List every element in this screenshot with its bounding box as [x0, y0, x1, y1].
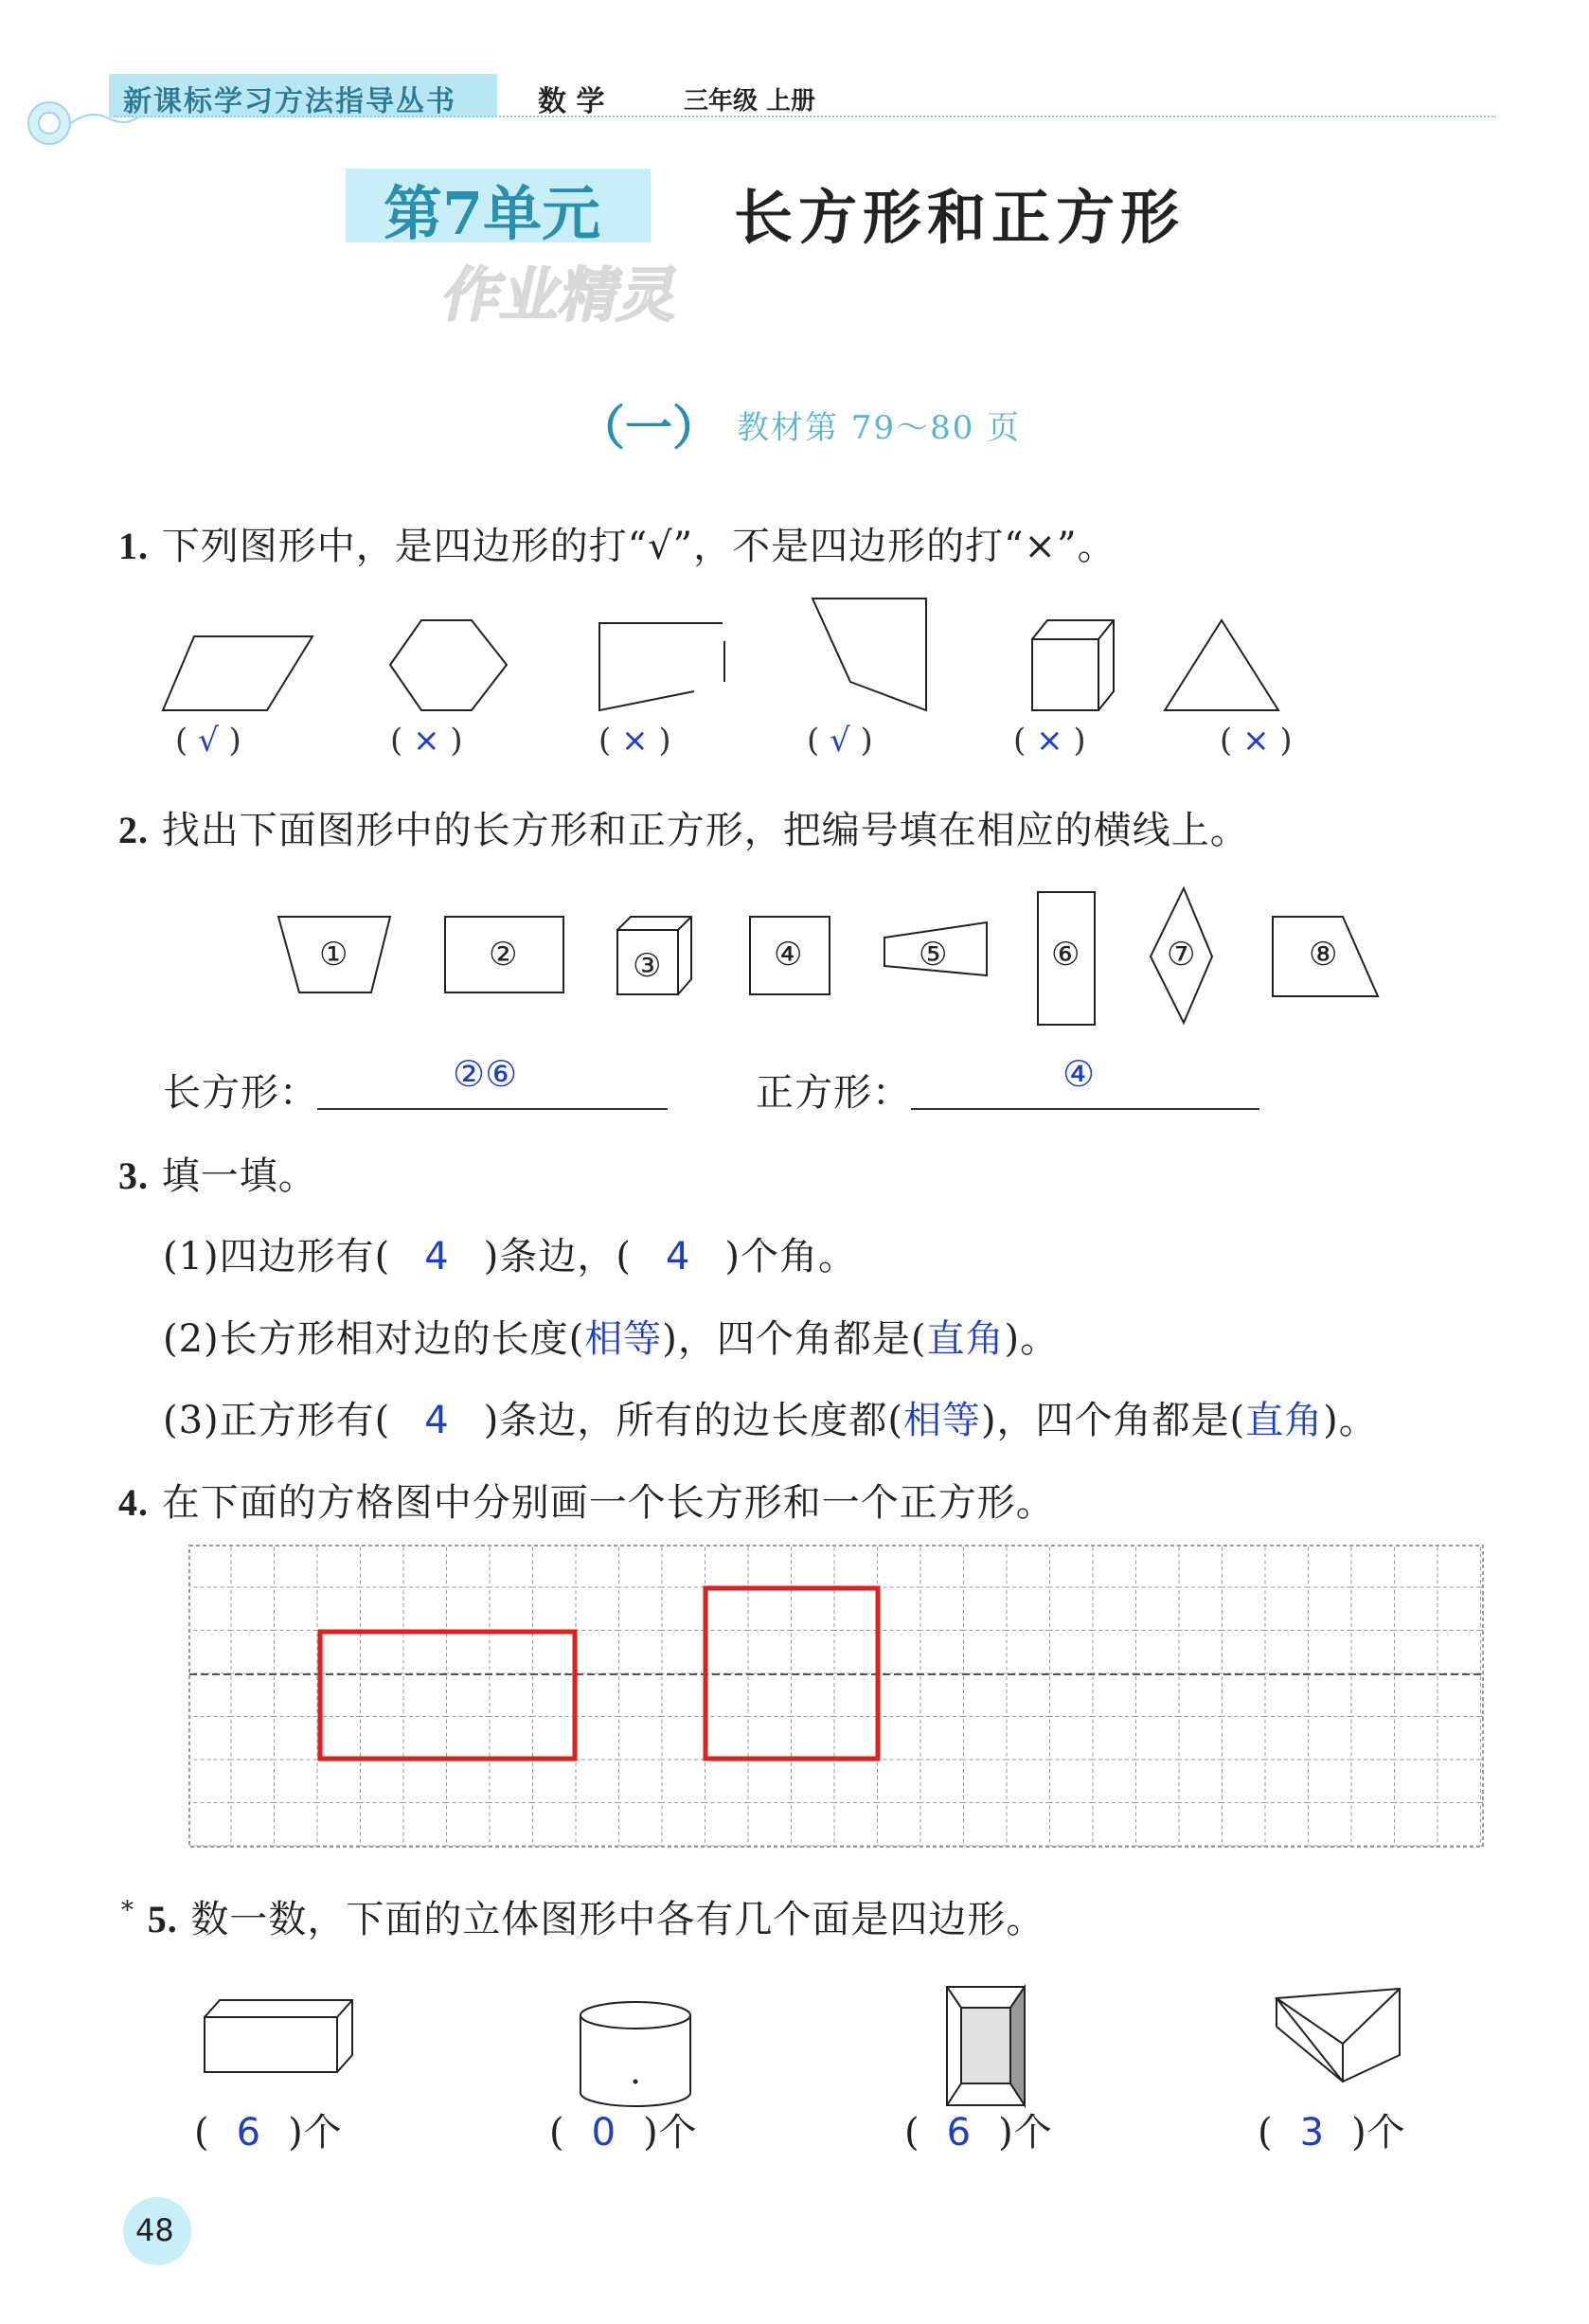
q3-text: 填一填。 [161, 1154, 317, 1198]
q2-square-answer: ④ [1062, 1053, 1096, 1095]
section-label: （一） [578, 400, 720, 456]
q5-frustum-block [947, 1987, 1025, 2105]
q3-l3-answer-3: 直角 [1245, 1399, 1324, 1442]
q1-answer-3: ( × ) [598, 722, 671, 760]
q2-text: 找出下面图形中的长方形和正方形，把编号填在相应的横线上。 [161, 809, 1249, 852]
q5-number: 5. [147, 1898, 178, 1940]
q2-rect-line [317, 1108, 668, 1110]
q3-l2-answer-1: 相等 [584, 1317, 663, 1361]
q3-l3-answer-2: 相等 [902, 1399, 981, 1442]
q5-answer-4: ( 3 )个 [1258, 2111, 1406, 2154]
q1-parallelogram [163, 636, 312, 710]
q1-open-shape-2 [599, 623, 723, 710]
q4-number: 4. [118, 1481, 149, 1524]
q5-prompt [121, 1889, 1044, 1943]
q4-grid [187, 1544, 1485, 1861]
q2-number: 2. [118, 809, 149, 851]
q2-label-6: ⑥ [1051, 936, 1080, 974]
unit-title: 长方形和正方形 [734, 183, 1186, 252]
q2-rect-answer: ②⑥ [453, 1053, 518, 1095]
q1-answer-5: ( × ) [1013, 722, 1086, 760]
q5-answer-1: ( 6 )个 [194, 2111, 343, 2154]
section-pages: 教材第 79～80 页 [737, 409, 1022, 447]
q1-shapes [152, 587, 1525, 729]
q1-answer-6: ( × ) [1220, 722, 1293, 760]
q1-quadrilateral [812, 599, 926, 710]
header-subject: 数 学 [538, 85, 605, 118]
q5-answer-3: ( 6 )个 [904, 2111, 1053, 2154]
unit-label: 第7单元 [384, 179, 601, 248]
q3-l2-answer-2: 直角 [926, 1317, 1005, 1361]
q1-prompt [118, 516, 1116, 570]
q2-label-4: ④ [774, 936, 803, 974]
q1-cube [1032, 620, 1114, 710]
q1-hexagon [390, 620, 507, 710]
q5-answer-2: ( 0 )个 [549, 2111, 698, 2154]
q3-line-3: (3)正方形有( 4 )条边，所有的边长度都(相等)，四个角都是(直角)。 [163, 1399, 1378, 1442]
q1-triangle [1165, 620, 1278, 710]
q2-label-3: ③ [633, 947, 662, 985]
q2-square-line [911, 1108, 1259, 1110]
q1-number: 1. [118, 525, 149, 567]
q2-rect-label: 长方形： [163, 1071, 318, 1115]
q2-square-label: 正方形： [756, 1071, 911, 1115]
q2-label-1: ① [319, 936, 348, 974]
q5-star: * [121, 1896, 134, 1925]
q4-text: 在下面的方格图中分别画一个长方形和一个正方形。 [161, 1481, 1055, 1525]
q1-answer-2: ( × ) [390, 722, 463, 760]
q4-prompt [118, 1473, 1055, 1527]
q1-answer-1: ( √ ) [175, 722, 241, 760]
q5-cuboid [205, 2000, 352, 2072]
q2-label-5: ⑤ [919, 936, 948, 974]
q2-label-2: ② [489, 936, 518, 974]
q3-l1-answer-2: 4 [665, 1235, 691, 1278]
q3-l3-answer-1: 4 [424, 1399, 450, 1442]
q3-number: 3. [118, 1154, 149, 1197]
q3-prompt [118, 1146, 317, 1200]
q3-l1-answer-1: 4 [424, 1235, 450, 1278]
q5-solids [189, 1970, 1515, 2121]
page-number: 48 [135, 2212, 174, 2248]
q5-triangular-prism [1277, 1989, 1400, 2082]
header-grade: 三年级 上册 [684, 87, 816, 116]
q1-text: 下列图形中，是四边形的打“√”，不是四边形的打“×”。 [161, 525, 1116, 568]
q3-line-2: (2)长方形相对边的长度(相等)，四个角都是(直角)。 [163, 1317, 1060, 1361]
q2-label-7: ⑦ [1167, 936, 1196, 974]
header-rule [114, 116, 1496, 117]
header-series: 新课标学习方法指导丛书 [123, 85, 456, 118]
q2-prompt [118, 800, 1249, 854]
watermark: 作业精灵 [437, 260, 687, 330]
q2-label-8: ⑧ [1309, 936, 1338, 974]
q5-cylinder [580, 2002, 690, 2106]
q1-answer-4: ( √ ) [807, 722, 873, 760]
q5-text: 数一数，下面的立体图形中各有几个面是四边形。 [190, 1898, 1045, 1941]
q3-line-1: (1)四边形有( 4 )条边，( 4 )个角。 [163, 1235, 857, 1278]
